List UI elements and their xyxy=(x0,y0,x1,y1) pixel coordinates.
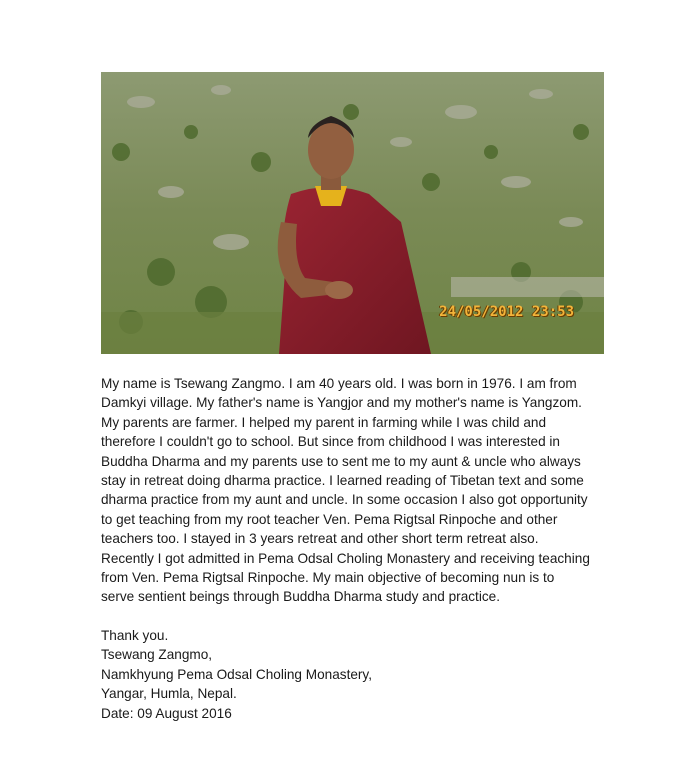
closing-location: Yangar, Humla, Nepal. xyxy=(101,686,237,702)
bio-line: Damkyi village. My father's name is Yangjor and my mother's name is Yangzom. xyxy=(101,395,582,411)
closing-signature-name: Tsewang Zangmo, xyxy=(101,647,213,663)
bio-line: dharma practice from my aunt and uncle. In some occasion I also got opportunity xyxy=(101,492,588,508)
bio-line: serve sentient beings through Buddha Dharma study and practice. xyxy=(101,589,500,605)
closing-date: Date: 09 August 2016 xyxy=(101,705,232,721)
bio-line: My name is Tsewang Zangmo. I am 40 years old. I was born in 1976. I am from xyxy=(101,376,577,391)
letter-closing xyxy=(101,626,641,723)
bio-line: My parents are farmer. I helped my parent in farming while I was child and xyxy=(101,414,547,430)
photo-timestamp: 24/05/2012 23:53 xyxy=(439,304,574,320)
letter-text xyxy=(101,374,641,723)
portrait-photo xyxy=(101,72,604,354)
bio-paragraph xyxy=(101,374,641,607)
bio-line: teachers too. I stayed in 3 years retreat and other short term retreat also. xyxy=(101,531,539,547)
closing-monastery: Namkhyung Pema Odsal Choling Monastery, xyxy=(101,666,372,682)
bio-line: stay in retreat doing dharma practice. I learned reading of Tibetan text and some xyxy=(101,473,584,489)
bio-line: therefore I couldn't go to school. But since from childhood I was interested in xyxy=(101,434,560,450)
bio-line: Recently I got admitted in Pema Odsal Choling Monastery and receiving teaching xyxy=(101,550,590,566)
bio-line: to get teaching from my root teacher Ven. Pema Rigtsal Rinpoche and other xyxy=(101,511,558,527)
bio-line: Buddha Dharma and my parents use to sent me to my aunt & uncle who always xyxy=(101,453,581,469)
bio-line: from Ven. Pema Rigtsal Rinpoche. My main objective of becoming nun is to xyxy=(101,570,555,586)
closing-thanks: Thank you. xyxy=(101,627,169,643)
